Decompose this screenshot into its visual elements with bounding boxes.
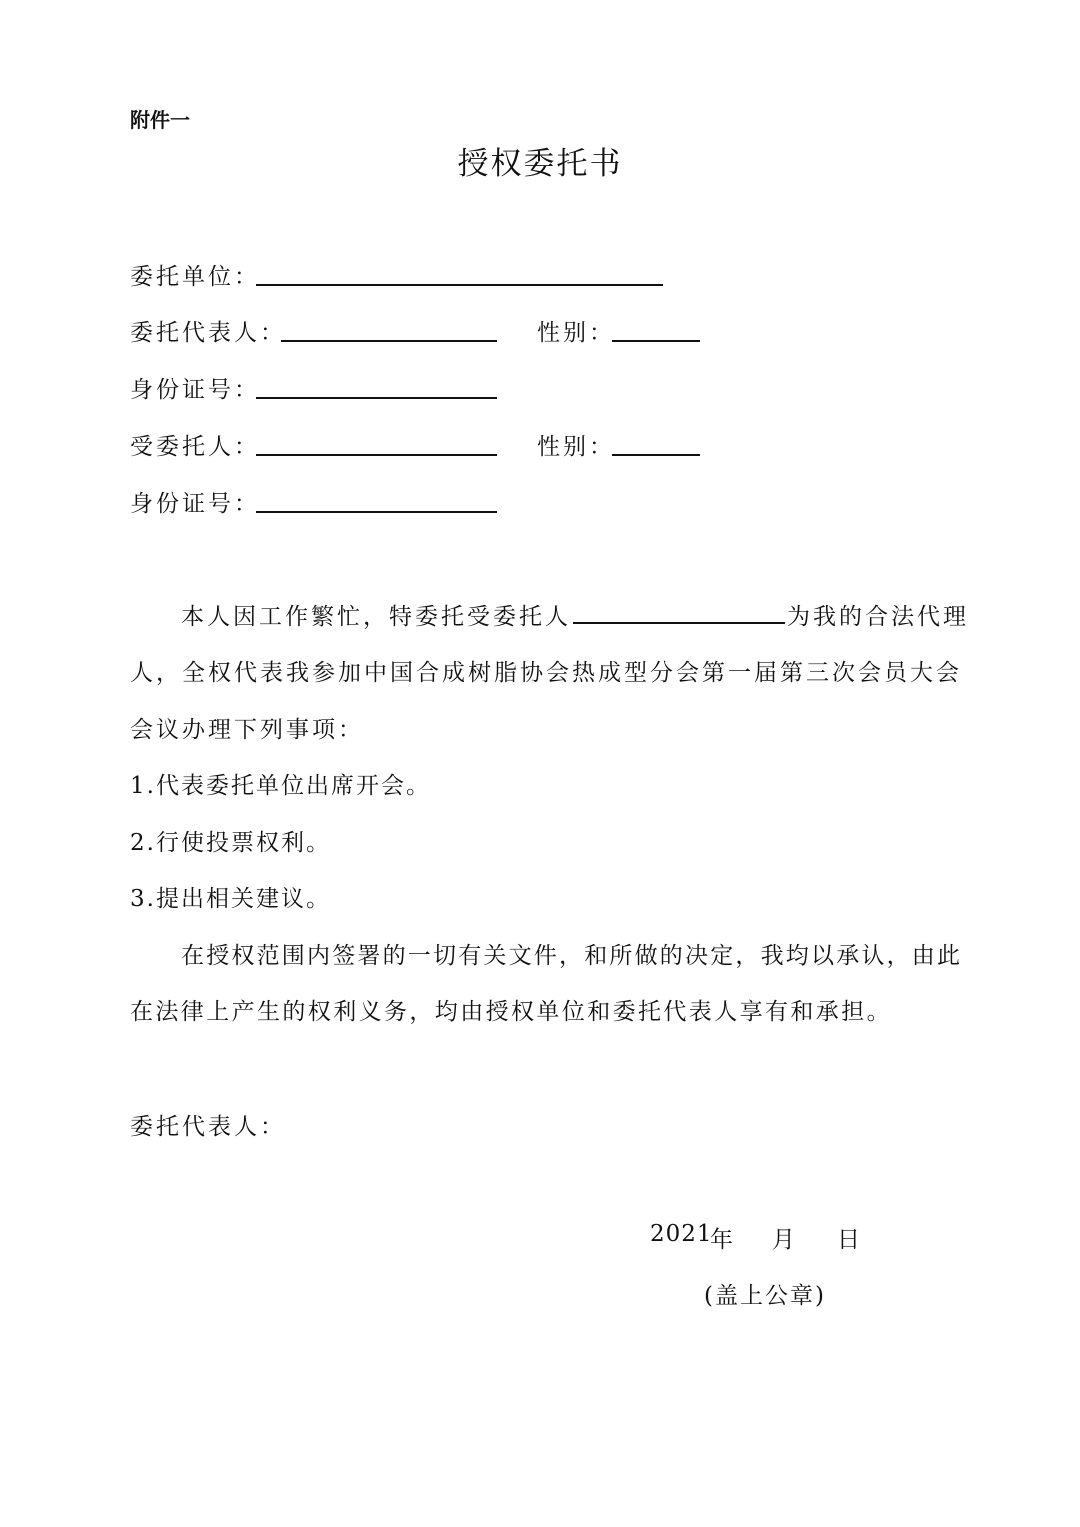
- paragraph-1-line-1: [181, 598, 969, 631]
- paragraph-1-line-2: 人，全权代表我参加中国合成树脂协会热成型分会第一届第三次会员大会: [130, 660, 962, 686]
- list-item: 1.代表委托单位出席开会。: [130, 773, 431, 799]
- document-title: 授权委托书: [457, 146, 623, 182]
- date-month-unit: 月: [772, 1227, 798, 1253]
- gender-field-entrustee[interactable]: [612, 454, 700, 456]
- seal-note: (盖上公章): [704, 1283, 826, 1309]
- entrusting-rep-field[interactable]: [281, 340, 497, 342]
- id-number-field-entrustee[interactable]: [256, 511, 497, 513]
- id-number-label-entrustee: 身份证号：: [130, 491, 260, 517]
- list-item: 2.行使投票权利。: [130, 830, 331, 856]
- paragraph-2-line-1: 在授权范围内签署的一切有关文件，和所做的决定，我均以承认，由此: [181, 943, 963, 969]
- paragraph-1-text-after: 为我的合法代理: [787, 604, 969, 630]
- date-year-unit: 年: [710, 1227, 736, 1253]
- paragraph-1-text-before: 本人因工作繁忙，特委托受委托人: [181, 604, 571, 630]
- date-day-unit: 日: [837, 1227, 863, 1253]
- id-number-label-rep: 身份证号：: [130, 377, 260, 403]
- entrusting-rep-label: 委托代表人：: [130, 320, 286, 346]
- paragraph-1-line-3: 会议办理下列事项：: [130, 717, 364, 743]
- attachment-label: 附件一: [130, 108, 190, 132]
- entrusting-unit-label: 委托单位：: [130, 264, 260, 290]
- gender-field-rep[interactable]: [612, 340, 700, 342]
- list-item: 3.提出相关建议。: [130, 886, 331, 912]
- entrusting-unit-field[interactable]: [256, 284, 663, 286]
- entrustee-inline-field[interactable]: [573, 598, 785, 624]
- gender-label-entrustee: 性别：: [537, 434, 615, 460]
- entrustee-field[interactable]: [256, 454, 497, 456]
- entrustee-label: 受委托人：: [130, 434, 260, 460]
- signature-label: 委托代表人：: [130, 1114, 286, 1140]
- paragraph-2-line-2: 在法律上产生的权利义务，均由授权单位和委托代表人享有和承担。: [130, 999, 892, 1025]
- id-number-field-rep[interactable]: [256, 397, 497, 399]
- gender-label-rep: 性别：: [537, 320, 615, 346]
- date-year: 2021: [650, 1221, 713, 1247]
